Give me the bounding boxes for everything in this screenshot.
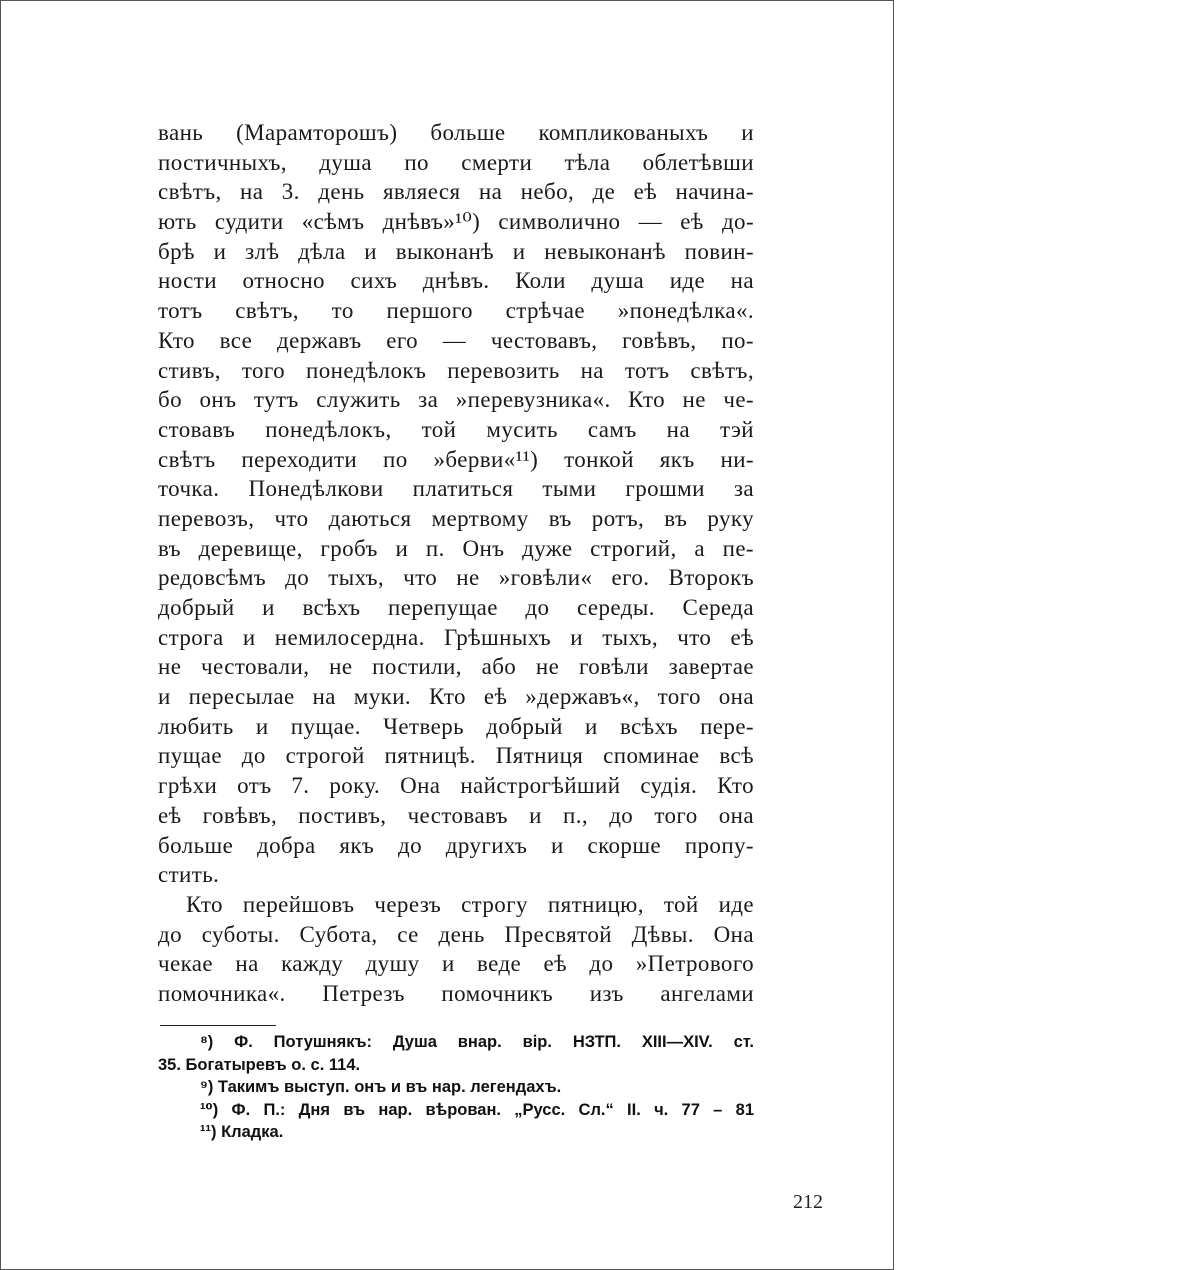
text-line: любить и пущае. Четверь добрый и всѣхъ пере-: [158, 713, 754, 739]
text-line: перевозъ, что даються мертвому въ ротъ, въ руку: [158, 505, 754, 531]
text-line: ють судити «сѣмъ днѣвъ»¹⁰) символично — еѣ до-: [158, 209, 754, 235]
text-line: и пересылае на муки. Кто еѣ »державъ«, того она: [158, 684, 754, 710]
text-line: постичныхъ, душа по смерти тѣла облетѣвши: [158, 149, 754, 175]
text-line: вань (Марамторошъ) больше компликованыхъ и: [158, 120, 754, 145]
text-line: до суботы. Субота, се день Пресвятой Дѣвы. Она: [158, 921, 754, 947]
footnote-line: ¹¹) Кладка.: [200, 1123, 284, 1141]
text-line: точка. Понедѣлкови платиться тыми грошми за: [158, 476, 754, 502]
text-line: не честовали, не постили, або не говѣли завертае: [158, 654, 754, 680]
footnotes: [158, 1031, 754, 1144]
text-line: Кто все державъ его — честовавъ, говѣвъ, по-: [158, 327, 754, 353]
text-line: пущае до строгой пятницѣ. Пятниця споминае всѣ: [158, 743, 754, 769]
footnote-line: 35. Богатыревъ о. с. 114.: [158, 1055, 361, 1074]
text-line: бо онъ тутъ служить за »перевузника«. Кто не че-: [158, 387, 754, 413]
text-line: стовавъ понедѣлокъ, той мусить самъ на тэй: [158, 416, 754, 442]
text-line: строга и немилосердна. Грѣшныхъ и тыхъ, что еѣ: [158, 624, 754, 650]
text-line: стить.: [158, 862, 220, 888]
text-line: больше добра якъ до другихъ и скорше пропу-: [158, 832, 754, 858]
body-text: [158, 118, 754, 1009]
text-line: стивъ, того понедѣлокъ перевозить на тотъ свѣтъ,: [158, 357, 754, 383]
text-line: тотъ свѣтъ, то першого стрѣчае »понедѣлка«.: [158, 298, 754, 324]
text-line: чекае на кажду душу и веде еѣ до »Петрового: [158, 951, 754, 977]
text-line: добрый и всѣхъ перепущае до середы. Середа: [158, 595, 754, 620]
text-line: свѣтъ переходити по »берви«¹¹) тонкой якъ ни-: [158, 446, 754, 472]
page-number: 212: [793, 1191, 823, 1213]
footnote-line: ⁹) Такимъ выступ. онъ и въ нар. легендахъ.: [200, 1078, 562, 1096]
text-line: еѣ говѣвъ, постивъ, честовавъ и п., до того она: [158, 802, 754, 828]
text-line: грѣхи отъ 7. року. Она найстрогѣйший судія. Кто: [158, 773, 754, 799]
text-line: въ деревище, гробъ и п. Онъ дуже строгий, а пе-: [158, 535, 754, 561]
text-line: редовсѣмъ до тыхъ, что не »говѣли« его. Второкъ: [158, 565, 754, 591]
text-line: помочника«. Петрезъ помочникъ изъ ангелами: [158, 980, 754, 1006]
footnote-line: ¹⁰) Ф. П.: Дня въ нар. вѣрован. „Русс. Сл.“ II. ч. 77 – 81: [200, 1100, 754, 1119]
text-line: брѣ и злѣ дѣла и выконанѣ и невыконанѣ повин-: [158, 238, 754, 264]
text-line: ности относно сихъ днѣвъ. Коли душа иде на: [158, 268, 754, 294]
footnote-divider: [160, 1025, 276, 1026]
text-line: свѣтъ, на 3. день являеся на небо, де еѣ начина-: [158, 179, 754, 205]
text-line: Кто перейшовъ черезъ строгу пятницю, той иде: [186, 891, 754, 917]
footnote-line: ⁸) Ф. Потушнякъ: Душа внар. вір. НЗТП. XIII—XIV. ст.: [200, 1033, 754, 1051]
